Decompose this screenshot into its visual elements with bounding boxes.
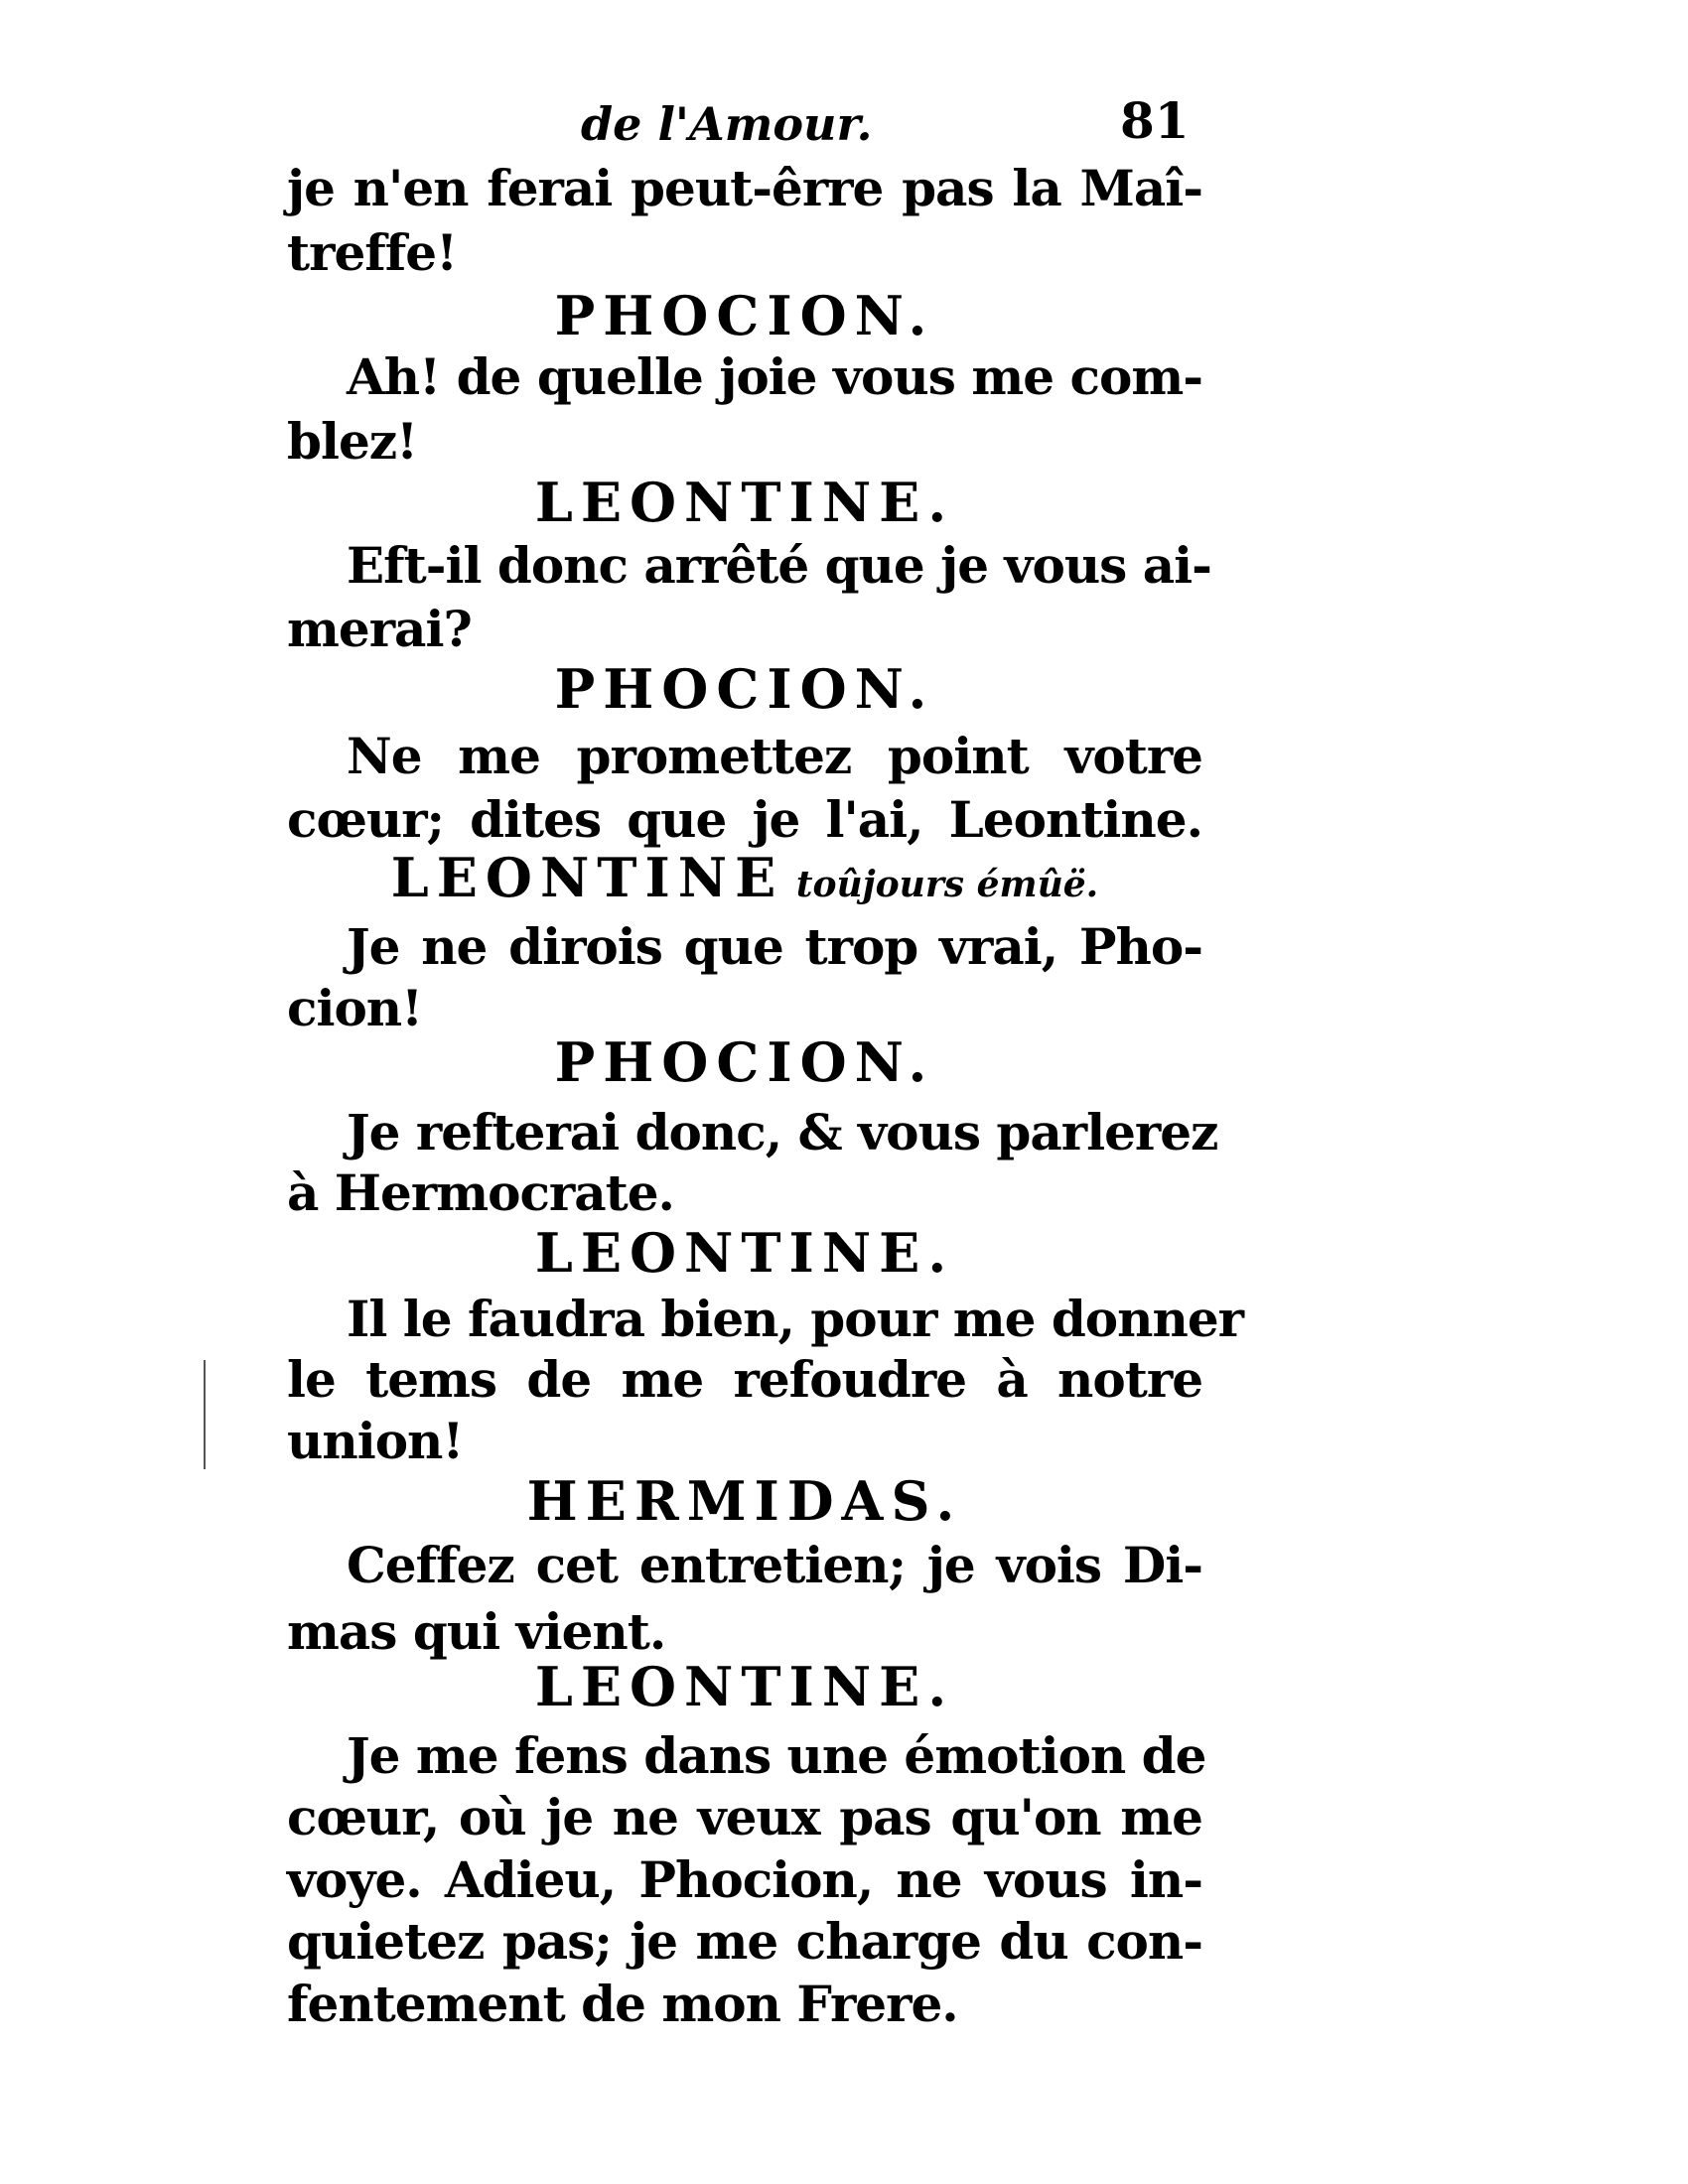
- text-line: [287, 536, 1211, 596]
- text-line: [287, 1163, 1202, 1223]
- page-number: 81: [1120, 91, 1190, 150]
- line-text: treffe!: [287, 223, 458, 282]
- line-text: Je ne dirois que trop vrai, Pho-: [347, 917, 1202, 976]
- line-text: blez!: [287, 412, 418, 471]
- line-text: quietez pas; je me charge du con-: [287, 1912, 1202, 1971]
- speaker-label: LEONTINE.: [534, 1655, 955, 1718]
- stage-direction: toûjours émûë.: [783, 864, 1099, 905]
- text-line: [287, 1726, 1206, 1786]
- line-text: Ceffez cet entretien; je vois Di-: [347, 1536, 1202, 1594]
- speaker-label: PHOCION.: [554, 657, 935, 721]
- text-line: [287, 917, 1202, 977]
- line-text: cœur; dites que je l'ai, Leontine.: [287, 790, 1202, 849]
- text-line: [287, 1412, 1202, 1471]
- speaker-label: LEONTINE.: [534, 1221, 955, 1285]
- speaker-name: [287, 1657, 1202, 1716]
- line-text: voye. Adieu, Phocion, ne vous in-: [287, 1850, 1202, 1909]
- line-text: mas qui vient.: [287, 1602, 666, 1661]
- line-text: je n'en ferai peut-êrre pas la Maî-: [287, 159, 1202, 217]
- speaker-name: [287, 1032, 1202, 1092]
- speaker-label: LEONTINE.: [534, 471, 955, 534]
- line-text: Ne me promettez point votre: [347, 727, 1202, 785]
- line-text: merai?: [287, 600, 472, 658]
- line-text: cœur, où je ne veux pas qu'on me: [287, 1788, 1202, 1846]
- speaker-name: [287, 848, 1202, 914]
- scan-edge-mark: [204, 1360, 206, 1469]
- line-text: le tems de me refoudre à notre: [287, 1350, 1202, 1409]
- speaker-name: [287, 659, 1202, 719]
- text-line: [287, 727, 1202, 786]
- line-text: Ah! de quelle joie vous me com-: [347, 347, 1202, 406]
- speaker-label: PHOCION.: [554, 1030, 935, 1094]
- speaker-name: [287, 1223, 1202, 1283]
- line-text: Eft-il donc arrêté que je vous ai-: [347, 536, 1211, 595]
- text-line: [287, 347, 1202, 407]
- text-line: [287, 412, 1202, 472]
- text-line: [287, 1536, 1202, 1595]
- running-title: de l'Amour.: [581, 97, 873, 151]
- line-text: Il le faudra bien, pour me donner: [347, 1290, 1244, 1348]
- text-line: [287, 1350, 1202, 1410]
- text-line: [287, 1850, 1202, 1910]
- text-line: [287, 1975, 1202, 2034]
- speaker-name: [287, 473, 1202, 532]
- speaker-label: LEONTINE: [390, 846, 784, 909]
- text-line: [287, 1602, 1202, 1662]
- text-line: [287, 1103, 1218, 1162]
- text-line: [287, 1912, 1202, 1972]
- line-text: Je me fens dans une émotion de: [347, 1726, 1206, 1785]
- line-text: cion!: [287, 979, 423, 1037]
- line-text: Je refterai donc, & vous parlerez: [347, 1103, 1218, 1161]
- speaker-label: HERMIDAS.: [526, 1469, 963, 1533]
- text-line: [287, 159, 1202, 218]
- line-text: union!: [287, 1412, 464, 1470]
- speaker-label: PHOCION.: [554, 284, 935, 347]
- line-text: fentement de mon Frere.: [287, 1975, 958, 2033]
- text-line: [287, 979, 1202, 1038]
- speaker-name: [287, 1471, 1202, 1531]
- text-line: [287, 1290, 1244, 1349]
- line-text: à Hermocrate.: [287, 1163, 674, 1222]
- text-line: [287, 223, 1202, 283]
- text-line: [287, 1788, 1202, 1847]
- text-line: [287, 790, 1202, 850]
- text-line: [287, 600, 1202, 659]
- speaker-name: [287, 286, 1202, 345]
